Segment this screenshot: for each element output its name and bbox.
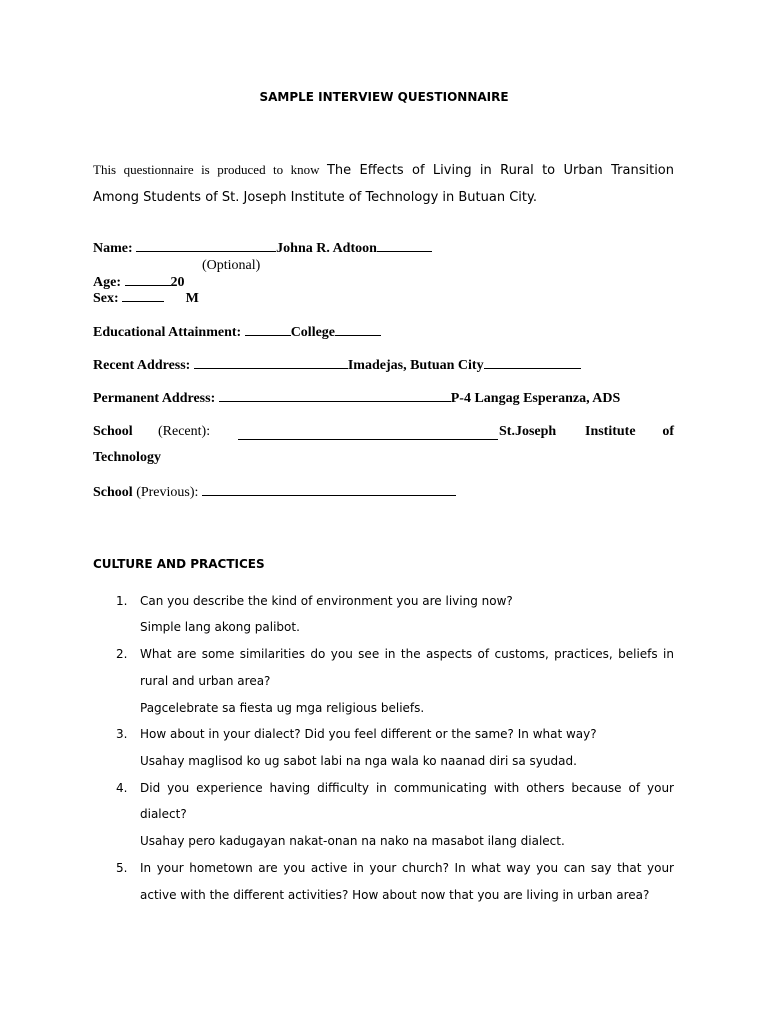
permanent-address-label: Permanent Address: (93, 391, 216, 406)
question-5-text: In your hometown are you active in your church? In what way you can say that your (140, 861, 674, 875)
recent-address-value: Imadejas, Butuan City (347, 358, 484, 373)
question-4-text: Did you experience having difficulty in communicating with others because of your (140, 781, 674, 795)
education-blank (245, 324, 291, 336)
sex-value: M (185, 291, 199, 306)
question-5-number: 5. (116, 861, 128, 875)
recent-address-field (93, 357, 581, 374)
intro-line-1 (93, 156, 674, 185)
question-3-number: 3. (116, 727, 128, 741)
recent-address-blank (194, 357, 348, 369)
question-1-text: Can you describe the kind of environment you are living now? (140, 594, 513, 608)
school-recent-value-c: of (662, 424, 674, 439)
education-blank-tail (335, 324, 381, 336)
name-value: Johna R. Adtoon (276, 241, 377, 256)
school-recent-value-a: St.Joseph (499, 424, 557, 439)
recent-address-label: Recent Address: (93, 358, 191, 373)
name-blank-tail (377, 240, 432, 252)
answer-2-text: Pagcelebrate sa fiesta ug mga religious beliefs. (140, 701, 425, 715)
name-label: Name: (93, 241, 133, 256)
question-2-text: What are some similarities do you see in the aspects of customs, practices, beliefs in (140, 647, 674, 661)
permanent-address-blank (219, 390, 451, 402)
school-recent-blank (238, 428, 498, 440)
school-recent-note: (Recent): (158, 424, 211, 439)
question-2-text-continued: rural and urban area? (140, 674, 271, 688)
school-recent-value-d: Technology (93, 450, 161, 465)
answer-1-text: Simple lang akong palibot. (140, 620, 300, 634)
school-recent-label: School (93, 424, 133, 439)
age-blank (125, 274, 171, 286)
name-field (93, 240, 432, 257)
education-value: College (290, 325, 336, 340)
school-previous-field (93, 484, 456, 501)
age-label: Age: (93, 275, 121, 290)
question-3-text: How about in your dialect? Did you feel different or the same? In what way? (140, 727, 597, 741)
name-blank (136, 240, 276, 252)
question-5-text-continued: active with the different activities? How about now that you are living in urban area? (140, 888, 650, 902)
education-field (93, 324, 381, 341)
sex-blank (122, 290, 164, 302)
school-previous-note: (Previous): (136, 485, 199, 500)
intro-prefix: This questionnaire is produced to know (93, 162, 320, 177)
school-previous-label: School (93, 485, 133, 500)
question-1-number: 1. (116, 594, 128, 608)
age-field (93, 274, 185, 291)
sex-label: Sex: (93, 291, 119, 306)
permanent-address-value: P-4 Langag Esperanza, ADS (450, 391, 621, 406)
recent-address-blank-tail (484, 357, 581, 369)
sex-field (93, 290, 199, 307)
section-title: CULTURE AND PRACTICES (93, 557, 265, 571)
permanent-address-field (93, 390, 620, 407)
answer-4-text: Usahay pero kadugayan nakat-onan na nako na masabot ilang dialect. (140, 834, 565, 848)
school-recent-value-b: Institute (585, 424, 636, 439)
school-recent-value-continued (93, 450, 161, 466)
name-note: (Optional) (202, 258, 261, 273)
question-4-text-continued: dialect? (140, 807, 187, 821)
question-2-number: 2. (116, 647, 128, 661)
school-previous-blank (202, 484, 456, 496)
age-value: 20 (170, 275, 185, 290)
education-label: Educational Attainment: (93, 325, 242, 340)
intro-line-2: Among Students of St. Joseph Institute of Technology in Butuan City. (93, 190, 537, 205)
intro-topic: The Effects of Living in Rural to Urban Transition (326, 163, 674, 178)
page-title: SAMPLE INTERVIEW QUESTIONNAIRE (259, 90, 509, 104)
answer-3-text: Usahay maglisod ko ug sabot labi na nga wala ko naanad diri sa syudad. (140, 754, 577, 768)
question-4-number: 4. (116, 781, 128, 795)
